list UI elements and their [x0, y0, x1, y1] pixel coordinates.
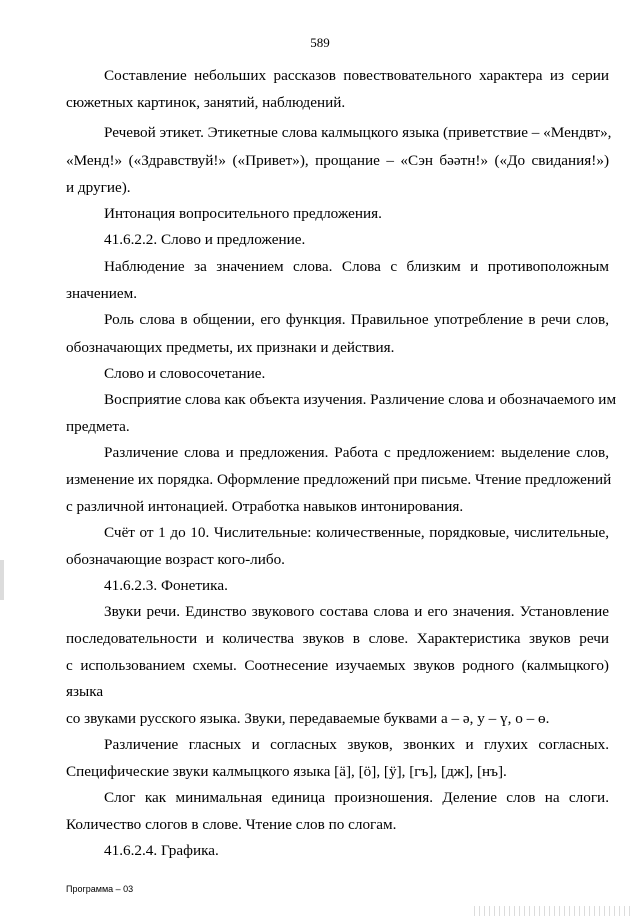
text-line: и другие).	[66, 179, 131, 196]
text-line: с различной интонацией. Отработка навыков интонирования.	[66, 498, 464, 515]
text-line: Слог как минимальная единица произношения. Деление слов на слоги.	[104, 789, 609, 806]
section-heading: 41.6.2.3. Фонетика.	[104, 577, 228, 594]
text-line: Различение слова и предложения. Работа с предложением: выделение слов,	[104, 444, 609, 461]
text-line: обозначающих предметы, их признаки и действия.	[66, 339, 395, 356]
scan-noise	[474, 906, 634, 916]
text-line: Специфические звуки калмыцкого языка [ä], [ö], [ÿ], [гъ], [дж], [нъ].	[66, 763, 507, 780]
page-footer: Программа – 03	[66, 884, 134, 894]
text-line: Количество слогов в слове. Чтение слов по слогам.	[66, 816, 397, 833]
text-line: последовательности и количества звуков в слове. Характеристика звуков речи	[66, 630, 609, 647]
page-number: 589	[310, 35, 330, 50]
section-heading: 41.6.2.2. Слово и предложение.	[104, 231, 306, 248]
text-line: Интонация вопросительного предложения.	[104, 205, 382, 222]
text-line: Речевой этикет. Этикетные слова калмыцкого языка (приветствие – «Мендвт»,	[104, 124, 612, 141]
text-line: Составление небольших рассказов повествовательного характера из серии	[104, 67, 609, 84]
text-line: обозначающие возраст кого-либо.	[66, 551, 285, 568]
section-heading: 41.6.2.4. Графика.	[104, 842, 219, 859]
text-line: языка	[66, 683, 104, 700]
text-line: значением.	[66, 285, 138, 302]
text-line: Наблюдение за значением слова. Слова с близким и противоположным	[104, 258, 609, 275]
text-line: сюжетных картинок, занятий, наблюдений.	[66, 94, 346, 111]
text-line: «Менд!» («Здравствуй!» («Привет»), прощание – «Сэн бәәтн!» («До свидания!»)	[66, 152, 609, 169]
text-line: со звуками русского языка. Звуки, передаваемые буквами а – ә, у – ү, о – ө.	[66, 710, 550, 727]
text-line: с использованием схемы. Соотнесение изучаемых звуков родного (калмыцкого)	[66, 657, 609, 674]
text-line: изменение их порядка. Оформление предложений при письме. Чтение предложений	[66, 471, 612, 488]
text-line: Счёт от 1 до 10. Числительные: количественные, порядковые, числительные,	[104, 524, 609, 541]
text-line: Восприятие слова как объекта изучения. Различение слова и обозначаемого им	[104, 391, 617, 408]
text-line: Различение гласных и согласных звуков, звонких и глухих согласных.	[104, 736, 609, 753]
text-line: Звуки речи. Единство звукового состава слова и его значения. Установление	[104, 603, 609, 620]
text-line: Роль слова в общении, его функция. Правильное употребление в речи слов,	[104, 311, 609, 328]
text-line: предмета.	[66, 418, 130, 435]
scan-artifact	[0, 560, 4, 600]
text-line: Слово и словосочетание.	[104, 365, 266, 382]
